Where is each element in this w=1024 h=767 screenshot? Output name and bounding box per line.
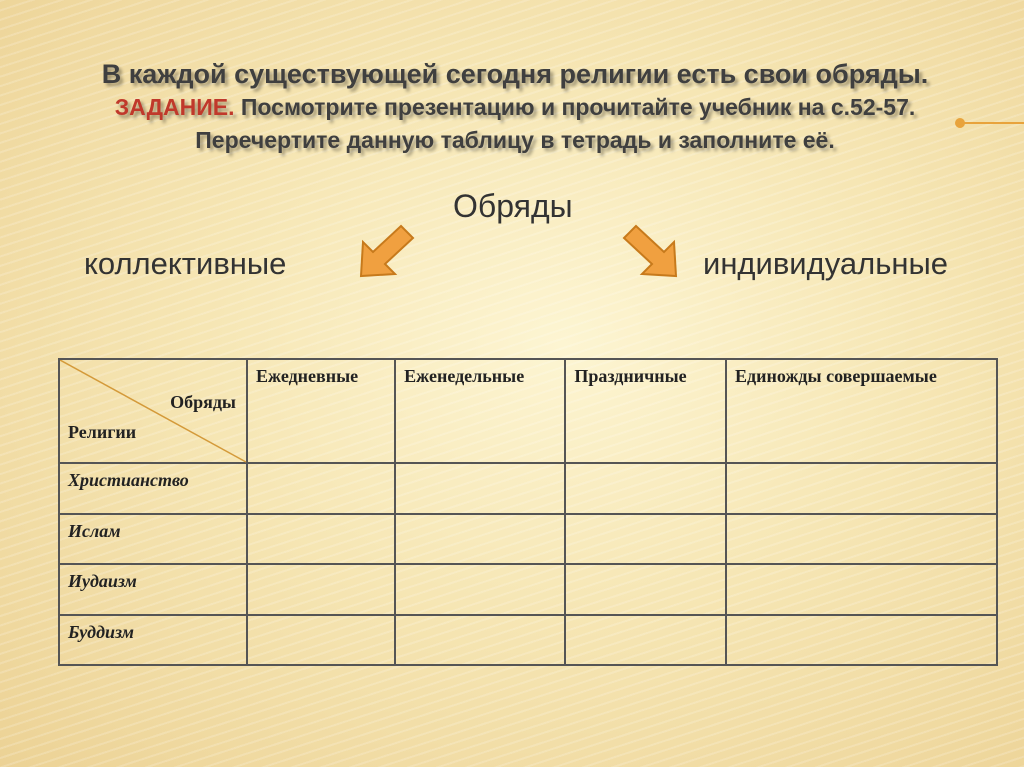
table-row [59, 514, 997, 565]
title-line-1: В каждой существующей сегодня религии есть свои обряды. [101, 59, 929, 89]
column-header: Единожды совершаемые [726, 359, 997, 463]
table-cell[interactable] [247, 514, 395, 565]
diagram-root-label: Обряды [453, 188, 573, 224]
table-cell[interactable] [726, 463, 997, 514]
corner-top-label: Обряды [170, 392, 236, 412]
table-cell[interactable] [247, 463, 395, 514]
corner-bottom-label: Религии [68, 422, 137, 442]
table-cell[interactable] [395, 463, 565, 514]
slide-title [40, 58, 990, 157]
title-line-2 [40, 91, 990, 124]
table-cell[interactable] [395, 564, 565, 615]
table-cell[interactable] [247, 615, 395, 666]
table-header-row [59, 359, 997, 463]
religion-name: Ислам [59, 514, 247, 565]
table-cell[interactable] [395, 514, 565, 565]
task-label: ЗАДАНИЕ. [114, 94, 235, 120]
collective-label: коллективные [84, 246, 287, 281]
table-cell[interactable] [395, 615, 565, 666]
title-line-3: Перечертите данную таблицу в тетрадь и заполните её. [195, 127, 835, 153]
decorative-rule [960, 122, 1024, 124]
column-header: Еженедельные [395, 359, 565, 463]
table-cell[interactable] [726, 564, 997, 615]
decorative-dot [955, 118, 965, 128]
rites-table [58, 358, 998, 666]
arrow-down-left-icon [355, 222, 419, 280]
table-cell[interactable] [565, 463, 726, 514]
table-row [59, 564, 997, 615]
table-row [59, 463, 997, 514]
religion-name: Буддизм [59, 615, 247, 666]
religion-name: Иудаизм [59, 564, 247, 615]
individual-label: индивидуальные [703, 246, 948, 281]
table-cell[interactable] [565, 564, 726, 615]
column-header: Праздничные [565, 359, 726, 463]
table-cell[interactable] [247, 564, 395, 615]
table-cell[interactable] [726, 514, 997, 565]
table-cell[interactable] [726, 615, 997, 666]
table-cell[interactable] [565, 514, 726, 565]
arrow-down-right-icon [618, 222, 682, 280]
religion-name: Христианство [59, 463, 247, 514]
task-text: Посмотрите презентацию и прочитайте учебник на с.52-57. [234, 94, 916, 120]
table-row [59, 615, 997, 666]
column-header: Ежедневные [247, 359, 395, 463]
table-cell[interactable] [565, 615, 726, 666]
table-corner-cell [59, 359, 247, 463]
